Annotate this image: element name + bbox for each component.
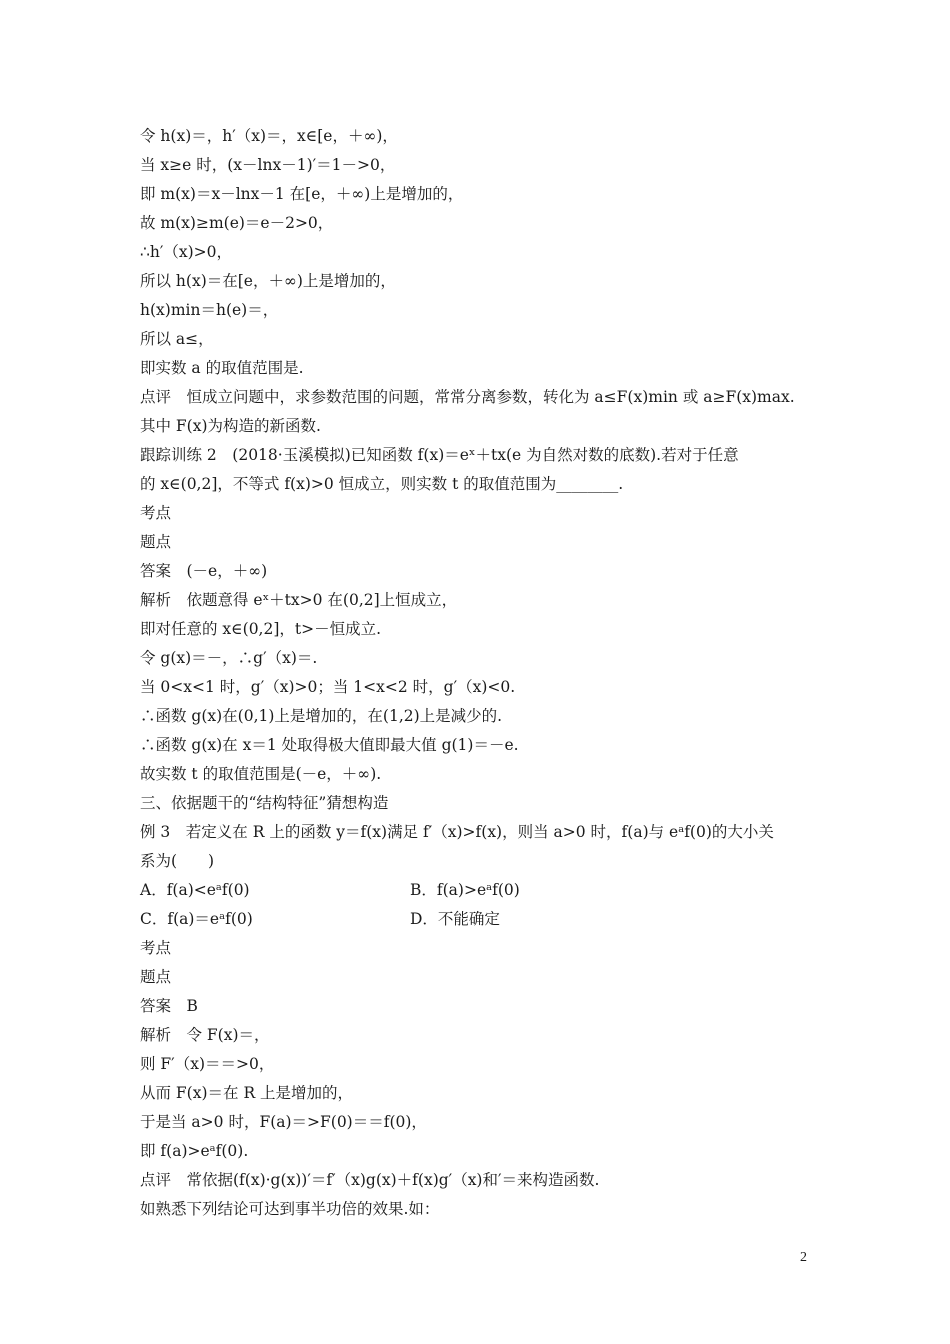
text-line: h(x)min＝h(e)＝， [140, 301, 279, 319]
text-line: 令 h(x)＝，h′（x)＝，x∈[e，＋∞)， [140, 127, 398, 145]
analysis-line: 解析 令 F(x)＝， [140, 1026, 270, 1044]
text-line: 令 g(x)＝－，∴g′（x)＝. [140, 649, 318, 667]
text-line: 即实数 a 的取值范围是. [140, 359, 304, 377]
analysis-line: 解析 依题意得 eˣ＋tx>0 在(0,2]上恒成立， [140, 591, 458, 609]
example-line: 系为( ) [140, 852, 215, 870]
choice-a: A．f(a)<eᵃf(0) [140, 881, 250, 899]
label-kaodian: 考点 [140, 939, 172, 957]
text-line: 所以 a≤， [140, 330, 214, 348]
text-line: 即对任意的 x∈(0,2]，t>－恒成立. [140, 620, 382, 638]
text-line: 如熟悉下列结论可达到事半功倍的效果.如： [140, 1200, 440, 1218]
exercise-line: 的 x∈(0,2]，不等式 f(x)>0 恒成立，则实数 t 的取值范围为________. [140, 475, 624, 493]
text-line: ∴函数 g(x)在 x＝1 处取得极大值即最大值 g(1)＝－e. [140, 736, 519, 754]
choice-b: B．f(a)>eᵃf(0) [410, 881, 520, 899]
text-line: 于是当 a>0 时，F(a)＝>F(0)＝＝f(0)， [140, 1113, 427, 1131]
answer-line: 答案 (－e，＋∞) [140, 562, 268, 580]
text-line: 故实数 t 的取值范围是(－e，＋∞). [140, 765, 382, 783]
comment-line: 点评 恒成立问题中，求参数范围的问题，常常分离参数，转化为 a≤F(x)min 或 a≥F(x)max. [140, 388, 795, 406]
choice-row [140, 876, 820, 905]
choice-d: D．不能确定 [410, 910, 500, 928]
text-line: ∴函数 g(x)在(0,1)上是增加的，在(1,2)上是减少的. [140, 707, 503, 725]
answer-line: 答案 B [140, 997, 198, 1015]
text-line: 即 f(a)>eᵃf(0). [140, 1142, 249, 1160]
label-tidian: 题点 [140, 968, 172, 986]
text-line: ∴h′（x)>0， [140, 243, 233, 261]
text-line: 当 0<x<1 时，g′（x)>0；当 1<x<2 时，g′（x)<0. [140, 678, 516, 696]
label-kaodian: 考点 [140, 504, 172, 522]
example-line: 例 3 若定义在 R 上的函数 y＝f(x)满足 f′（x)>f(x)，则当 a>0 时，f(a)与 eᵃf(0)的大小关 [140, 823, 774, 841]
exercise-line: 跟踪训练 2 (2018·玉溪模拟)已知函数 f(x)＝eˣ＋tx(e 为自然对数的底数).若对于任意 [140, 446, 739, 464]
choice-c: C．f(a)＝eᵃf(0) [140, 910, 253, 928]
page-content [140, 122, 820, 1224]
comment-line: 点评 常依据(f(x)·g(x))′＝f′（x)g(x)＋f(x)g′（x)和′＝来构造函数. [140, 1171, 600, 1189]
page-number: 2 [800, 1250, 807, 1265]
text-line: 则 F′（x)＝＝>0， [140, 1055, 275, 1073]
label-tidian: 题点 [140, 533, 172, 551]
choice-row [140, 905, 820, 934]
section-heading: 三、依据题干的“结构特征”猜想构造 [140, 794, 389, 812]
text-line: 所以 h(x)＝在[e，＋∞)上是增加的， [140, 272, 396, 290]
text-line: 当 x≥e 时，(x－lnx－1)′＝1－>0， [140, 156, 396, 174]
text-line: 其中 F(x)为构造的新函数. [140, 417, 321, 435]
text-line: 从而 F(x)＝在 R 上是增加的， [140, 1084, 354, 1102]
text-line: 即 m(x)＝x－lnx－1 在[e，＋∞)上是增加的， [140, 185, 464, 203]
text-line: 故 m(x)≥m(e)＝e－2>0， [140, 214, 334, 232]
